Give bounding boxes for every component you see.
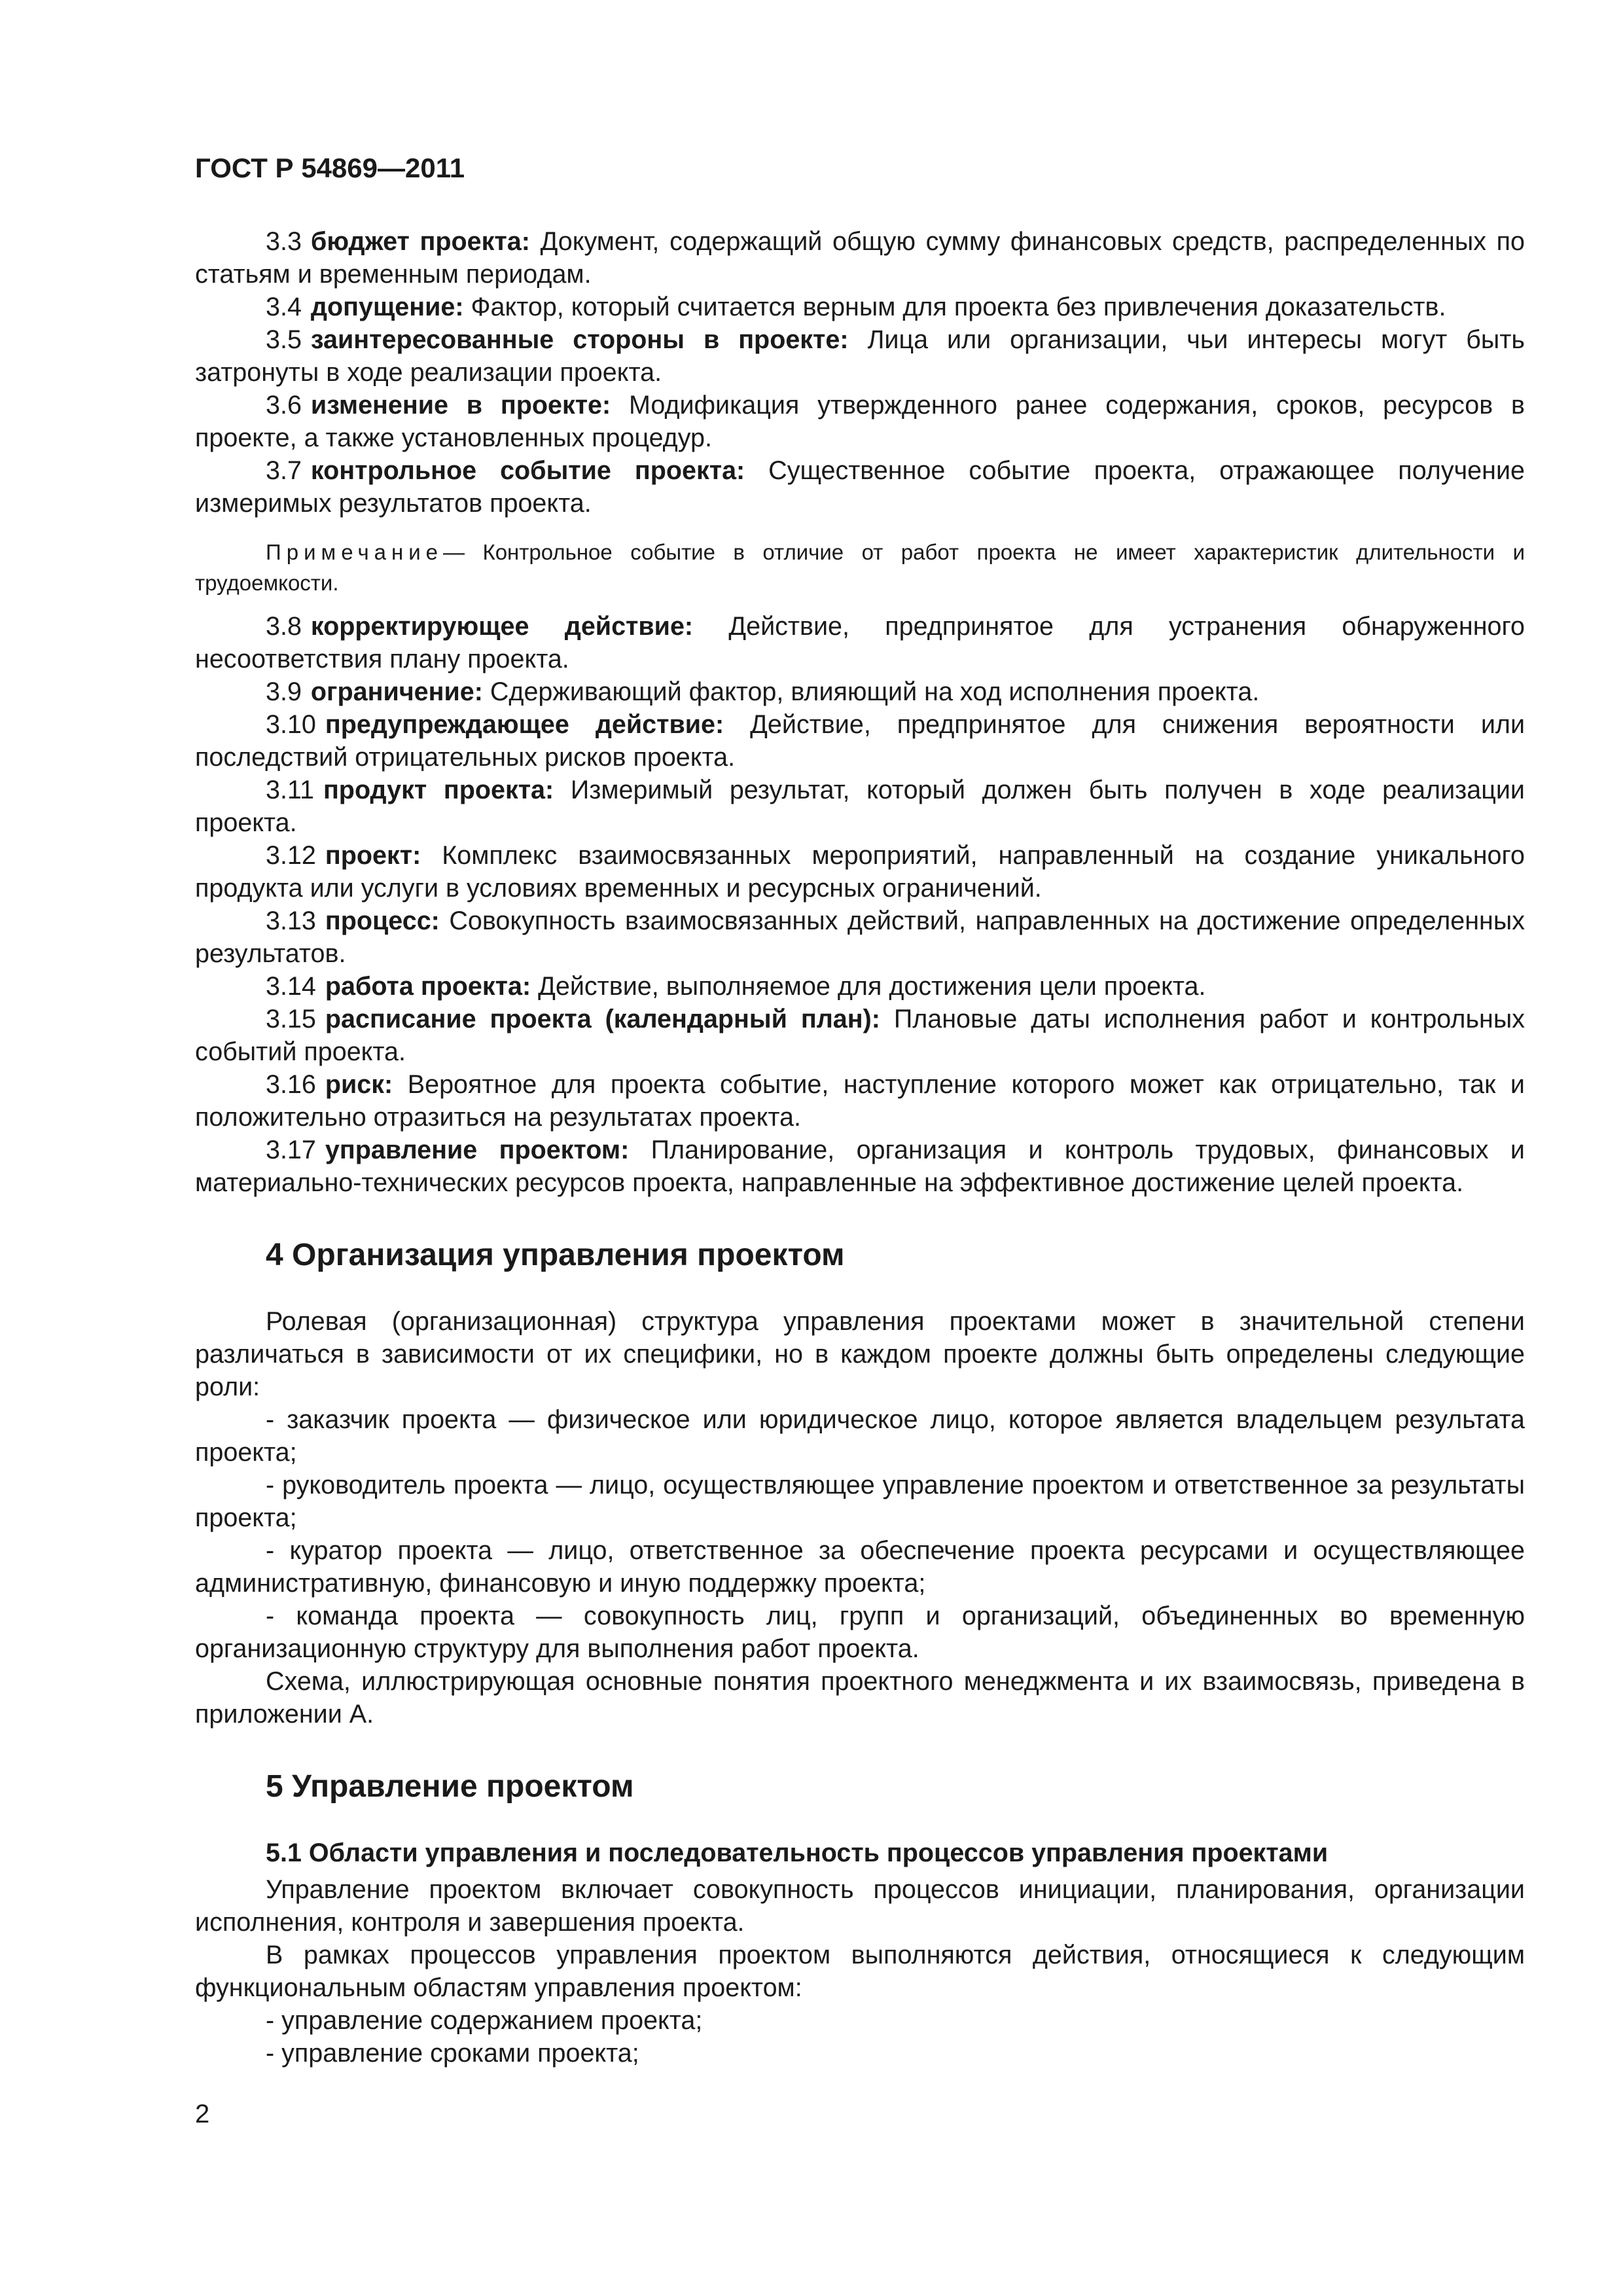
definition-number: 3.3 [266, 227, 302, 256]
section-5-paragraph: В рамках процессов управления проектом выполняются действия, относящиеся к следующим функциональным областям управления проектом: [195, 1941, 1525, 2002]
definition-number: 3.8 [266, 612, 302, 641]
section-5-body [195, 1873, 1525, 2070]
definition-3-10 [195, 708, 1525, 774]
section-4-paragraph: - куратор проекта — лицо, ответственное за обеспечение проекта ресурсами и осуществляющее административную, финансовую и иную поддержку проекта; [195, 1536, 1525, 1598]
definition-term: работа проекта: [325, 972, 531, 1001]
definition-term: ограничение: [310, 677, 483, 706]
definition-3-17 [195, 1134, 1525, 1199]
definition-number: 3.16 [266, 1070, 316, 1099]
definition-3-15 [195, 1003, 1525, 1068]
definition-text: Фактор, который считается верным для проекта без привлечения доказательств. [471, 293, 1446, 321]
definition-text: Комплекс взаимосвязанных мероприятий, направленный на создание уникального продукта или услуги в условиях временных и ресурсных ограничений. [195, 841, 1525, 903]
definition-text: Модификация утвержденного ранее содержания, сроков, ресурсов в проекте, а также установленных процедур. [195, 391, 1525, 452]
definition-term: процесс: [325, 906, 440, 935]
definitions-list-b [195, 610, 1525, 1199]
definition-term: допущение: [310, 293, 464, 321]
definition-term: изменение в проекте: [310, 391, 611, 420]
definition-text: Действие, предпринятое для устранения обнаруженного несоответствия плану проекта. [195, 612, 1525, 673]
definition-number: 3.14 [266, 972, 316, 1001]
definition-number: 3.9 [266, 677, 302, 706]
definition-term: корректирующее действие: [310, 612, 694, 641]
definition-term: риск: [325, 1070, 393, 1099]
section-4-paragraph: Схема, иллюстрирующая основные понятия проектного менеджмента и их взаимосвязь, приведена в приложении А. [195, 1667, 1525, 1729]
definition-3-3 [195, 225, 1525, 291]
definition-3-16 [195, 1068, 1525, 1134]
definition-term: расписание проекта (календарный план): [325, 1005, 880, 1033]
subsection-5-1-heading: 5.1 Области управления и последовательность процессов управления проектами [266, 1839, 1329, 1867]
definition-text: Лица или организации, чьи интересы могут быть затронуты в ходе реализации проекта. [195, 325, 1525, 387]
definition-text: Планирование, организация и контроль трудовых, финансовых и материально-технических ресурсов проекта, направленные на эффективное достижение целей проекта. [195, 1136, 1525, 1197]
section-5-paragraph: - управление содержанием проекта; [266, 2006, 703, 2035]
definition-term: бюджет проекта: [310, 227, 530, 256]
definition-text: Плановые даты исполнения работ и контрольных событий проекта. [195, 1005, 1525, 1066]
definition-text: Сдерживающий фактор, влияющий на ход исполнения проекта. [490, 677, 1260, 706]
section-4-body [195, 1305, 1525, 1731]
definition-text: Существенное событие проекта, отражающее получение измеримых результатов проекта. [195, 456, 1525, 518]
definition-number: 3.10 [266, 710, 316, 739]
definition-term: предупреждающее действие: [325, 710, 724, 739]
definition-term: управление проектом: [325, 1136, 630, 1164]
definition-term: проект: [325, 841, 421, 870]
section-4-paragraph: - заказчик проекта — физическое или юридическое лицо, которое является владельцем результата проекта; [195, 1405, 1525, 1467]
definition-term: заинтересованные стороны в проекте: [310, 325, 849, 354]
definition-text: Документ, содержащий общую сумму финансовых средств, распределенных по статьям и временным периодам. [195, 227, 1525, 289]
definition-number: 3.11 [266, 776, 314, 804]
section-5-paragraph: Управление проектом включает совокупность процессов инициации, планирования, организации исполнения, контроля и завершения проекта. [195, 1875, 1525, 1937]
definition-term: контрольное событие проекта: [310, 456, 745, 485]
section-4-paragraph: - команда проекта — совокупность лиц, групп и организаций, объединенных во временную организационную структуру для выполнения работ проекта. [195, 1602, 1525, 1663]
note [195, 537, 1525, 598]
definition-number: 3.6 [266, 391, 302, 420]
definition-3-14 [195, 970, 1525, 1003]
definition-text: Вероятное для проекта событие, наступление которого может как отрицательно, так и положительно отразиться на результатах проекта. [195, 1070, 1525, 1132]
definition-text: Действие, выполняемое для достижения цели проекта. [538, 972, 1206, 1001]
definition-number: 3.7 [266, 456, 302, 485]
definition-number: 3.17 [266, 1136, 316, 1164]
section-5-heading: 5 Управление проектом [266, 1769, 634, 1804]
definition-3-8 [195, 610, 1525, 675]
definition-3-12 [195, 839, 1525, 905]
note-text: — Контрольное событие в отличие от работ проекта не имеет характеристик длительности и трудоемкости. [195, 540, 1525, 595]
section-4-paragraph: Ролевая (организационная) структура управления проектами может в значительной степени различаться в зависимости от их специфики, но в каждом проекте должны быть определены следующие роли: [195, 1307, 1525, 1401]
definition-3-4 [195, 291, 1525, 323]
definition-term: продукт проекта: [323, 776, 554, 804]
definition-3-11 [195, 774, 1525, 839]
note-label: Примечание [266, 540, 444, 564]
definition-number: 3.4 [266, 293, 302, 321]
document-code: ГОСТ Р 54869—2011 [195, 152, 465, 183]
definition-number: 3.13 [266, 906, 316, 935]
definitions-list-a [195, 225, 1525, 520]
definition-3-5 [195, 323, 1525, 389]
definition-text: Совокупность взаимосвязанных действий, направленных на достижение определенных результатов. [195, 906, 1525, 968]
page-content [195, 152, 1525, 2070]
definition-3-7 [195, 454, 1525, 520]
section-4-paragraph: - руководитель проекта — лицо, осуществляющее управление проектом и ответственное за результаты проекта; [195, 1471, 1525, 1532]
definition-3-6 [195, 389, 1525, 454]
definition-text: Измеримый результат, который должен быть получен в ходе реализации проекта. [195, 776, 1525, 837]
definition-3-9 [195, 675, 1525, 708]
definition-number: 3.12 [266, 841, 316, 870]
section-4-heading: 4 Организация управления проектом [266, 1238, 845, 1272]
definition-3-13 [195, 905, 1525, 970]
section-5-paragraph: - управление сроками проекта; [266, 2039, 639, 2068]
definition-number: 3.15 [266, 1005, 316, 1033]
definition-text: Действие, предпринятое для снижения вероятности или последствий отрицательных рисков проекта. [195, 710, 1525, 772]
page-number: 2 [195, 2100, 210, 2128]
definition-number: 3.5 [266, 325, 302, 354]
